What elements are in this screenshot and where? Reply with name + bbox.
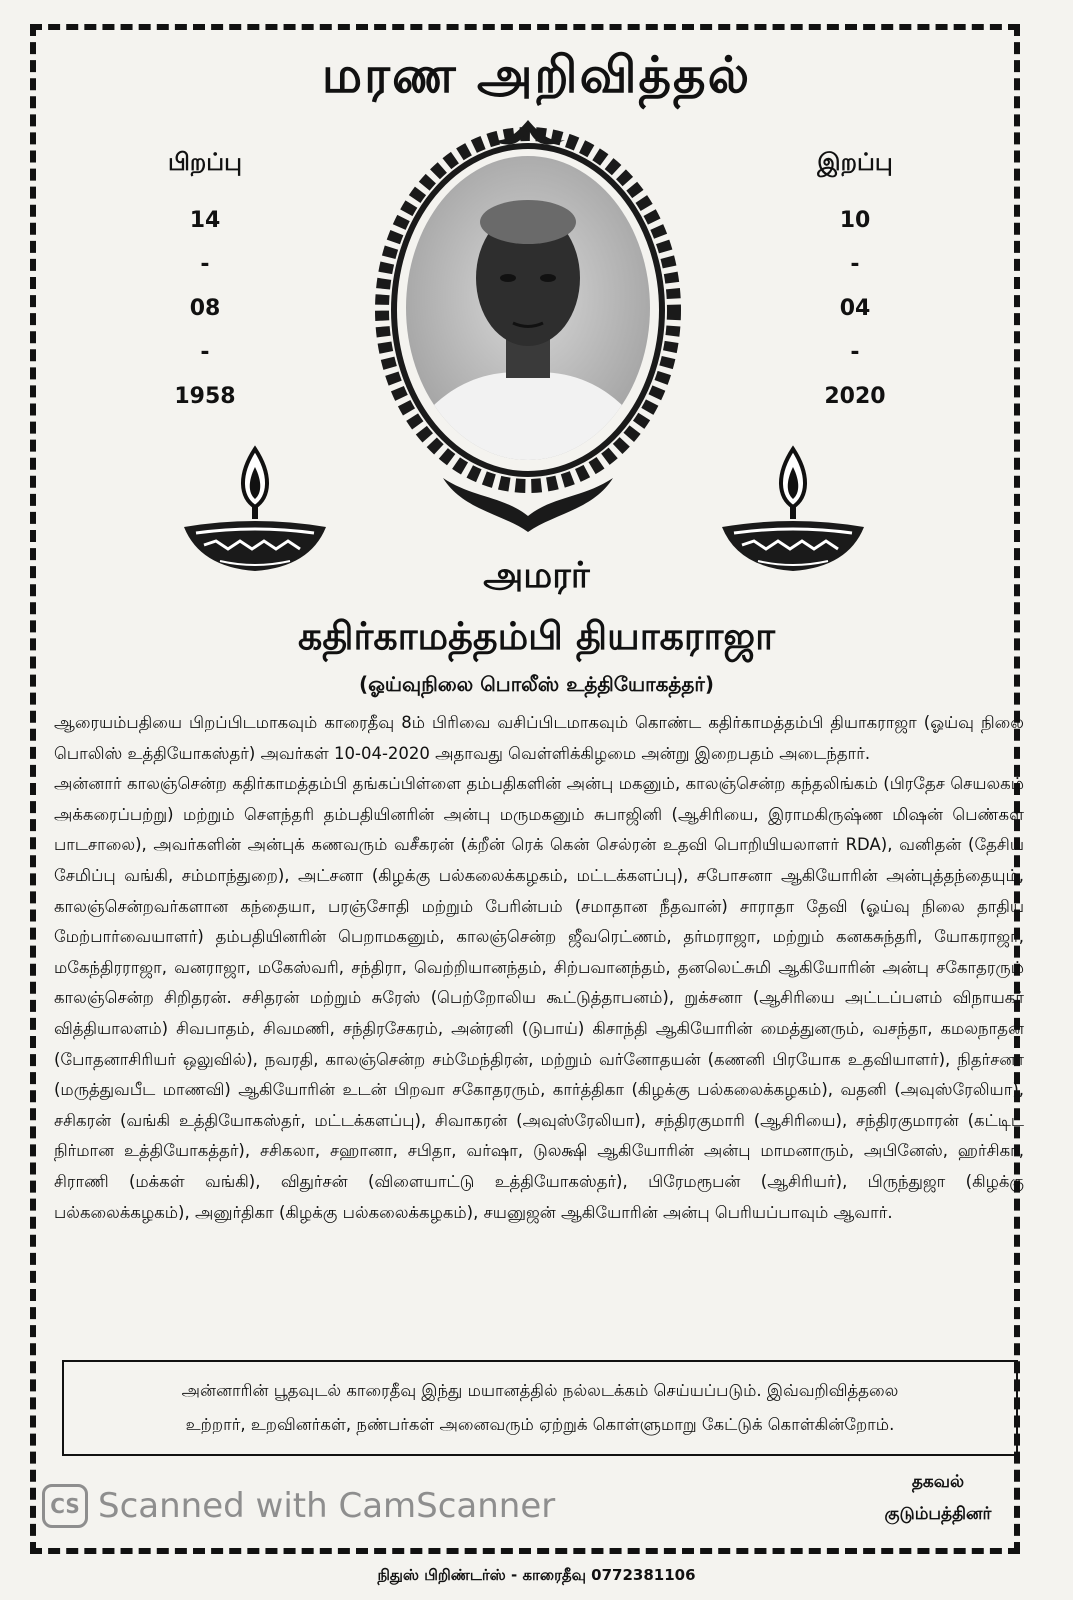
birth-label: பிறப்பு (168, 148, 242, 176)
birth-month: 08 (189, 296, 221, 321)
signoff (858, 1466, 1018, 1530)
signoff-family: குடும்பத்தினர் (884, 1504, 992, 1524)
paragraph-family: அன்னார் காலஞ்சென்ற கதிர்காமத்தம்பி தங்கப்பிள்ளை தம்பதிகளின் அன்பு மகனும், காலஞ்சென்ற கந்தலிங்கம் (பிரதேச செயலகம் அக்கரைப்பற்று) மற்றும் சௌந்தரி தம்பதியினரின் அன்பு மருமகனும் சுபாஜினி (ஆசிரியை, இராமகிருஷ்ண மிஷன் பெண்கள் பாடசாலை), அவர்களின் அன்புக் கணவரும் வசீகரன் (க்றீன் ரெக் கென் செல்ரன் உதவி பொறியியலாளர் RDA), வனிதன் (தேசிய சேமிப்பு வங்கி, சம்மாந்துறை), அட்சனா (கிழக்கு பல்கலைக்கழகம், மட்டக்களப்பு), சபோசனா ஆகியோரின் அன்புத்தந்தையும், காலஞ்சென்றவர்களான கந்தையா, பரஞ்சோதி மற்றும் பேரின்பம் (சமாதான நீதவான்) சாராதா தேவி (ஓய்வு நிலை தாதிய மேற்பார்வையாளர்) தம்பதியினரின் பெறாமகனும், காலஞ்சென்ற ஜீவரெட்ணம், தர்மராஜா, மற்றும் கனகசுந்தரி, யோகராஜா, மகேந்திரராஜா, வனராஜா, மகேஸ்வரி, சந்திரா, வெற்றியானந்தம், சிற்பவானந்தம், தனலெட்சுமி ஆகியோரின் அன்பு சகோதரரும் காலஞ்சென்ற சிறிதரன். சசிதரன் மற்றும் சுரேஸ் (பெற்றோலிய கூட்டுத்தாபனம்), றுக்சனா (ஆசிரியை அட்டப்பளம் விநாயகர் வித்தியாலளம்) சிவபாதம், சிவமணி, சந்திரசேகரம், அன்ரனி (டுபாய்) கிசாந்தி ஆகியோரின் மைத்துனரும், வசந்தா, கமலநாதன் (போதனாசிரியர் ஒலுவில்), நவரதி, காலஞ்சென்ற சம்மேந்திரன், மற்றும் வர்னோதயன் (கணனி பிரயோக உதவியாளர்), நிதர்சனா (மருத்துவபீட மாணவி) ஆகியோரின் உடன் பிறவா சகோதரரும், கார்த்திகா (கிழக்கு பல்கலைக்கழகம்), வதனி (அவுஸ்ரேலியா), சசிகரன் (வங்கி உத்தியோகஸ்தர், மட்டக்களப்பு), சிவாகரன் (அவுஸ்ரேலியா), சந்திரகுமாரி (ஆசிரியை), சந்திரகுமாரன் (கட்டிட நிர்மான உத்தியோகத்தர்), சசிகலா, சஹானா, சபிதா, வர்ஷா, டுலக்ஷி ஆகியோரின் அன்பு மாமனாரும், அபினேஸ், ஹர்சிகா, சிராணி (மக்கள் வங்கி), விதுர்சன் (விளையாட்டு உத்தியோகஸ்தர்), பிரேமரூபன் (ஆசிரியர்), பிருந்துஜா (கிழக்கு பல்கலைக்கழகம்), அனுர்திகா (கிழக்கு பல்கலைக்கழகம்), சயனுஜன் ஆகியோரின் அன்பு பெரியப்பாவும் ஆவார். (54, 774, 1024, 1222)
signoff-info-label: தகவல் (911, 1472, 965, 1492)
portrait-photo (373, 118, 683, 538)
death-sep-1: - (850, 252, 860, 277)
death-month: 04 (839, 296, 871, 321)
birth-day: 14 (189, 208, 221, 233)
printer-footer: நிதுஸ் பிறிண்டர்ஸ் - காரைதீவு 0772381106 (377, 1566, 696, 1584)
death-sep-2: - (850, 340, 860, 365)
birth-sep-1: - (200, 252, 210, 277)
death-day: 10 (839, 208, 871, 233)
birth-year: 1958 (174, 384, 236, 409)
deceased-role: (ஓய்வுநிலை பொலீஸ் உத்தியோகத்தர்) (358, 672, 715, 696)
funeral-notice-box (62, 1360, 1018, 1456)
watermark-text: Scanned with CamScanner (98, 1486, 556, 1526)
notice-line-1: அன்னாரின் பூதவுடல் காரைதீவு இந்து மயானத்தில் நல்லடக்கம் செய்யப்படும். இவ்வறிவித்தலை (181, 1381, 899, 1400)
camscanner-logo-icon: CS (42, 1484, 88, 1528)
birth-date-block (125, 148, 285, 419)
death-year: 2020 (824, 384, 886, 409)
death-date-block (775, 148, 935, 419)
obituary-body (54, 708, 1024, 1228)
death-label: இறப்பு (817, 148, 893, 176)
birth-sep-2: - (200, 340, 210, 365)
honorific: அமரர் (483, 555, 590, 596)
notice-title: மரண அறிவித்தல் (321, 46, 752, 104)
paragraph-intro: ஆரையம்பதியை பிறப்பிடமாகவும் காரைதீவு 8ம் பிரிவை வசிப்பிடமாகவும் கொண்ட கதிர்காமத்தம்பி தியாகராஜா (ஓய்வு நிலை பொலிஸ் உத்தியோகஸ்தர்) அவர்கள் 10-04-2020 அதாவது வெள்ளிக்கிழமை அன்று இறைபதம் அடைந்தார். (54, 713, 1024, 763)
notice-line-2: உற்றார், உறவினர்கள், நண்பர்கள் அனைவரும் ஏற்றுக் கொள்ளுமாறு கேட்டுக் கொள்கின்றோம். (185, 1415, 895, 1434)
deceased-name: கதிர்காமத்தம்பி தியாகராஜா (298, 614, 775, 658)
camscanner-watermark (42, 1480, 555, 1532)
